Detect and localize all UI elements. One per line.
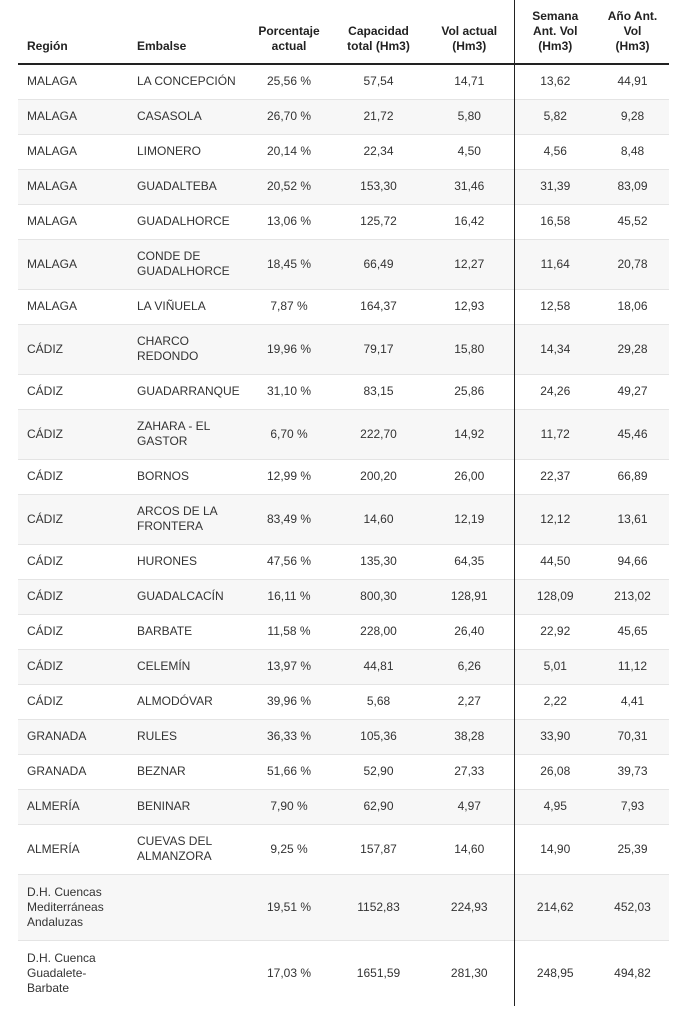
cell-semana-ant: 14,34 — [514, 324, 596, 374]
reservoir-table-container — [18, 0, 669, 1006]
cell-semana-ant: 128,09 — [514, 579, 596, 614]
cell-semana-ant: 5,82 — [514, 99, 596, 134]
cell-region: ALMERÍA — [18, 789, 128, 824]
reservoir-table — [18, 0, 669, 1006]
cell-ano-ant: 8,48 — [596, 134, 669, 169]
cell-embalse: CUEVAS DEL ALMANZORA — [128, 824, 246, 874]
cell-ano-ant: 49,27 — [596, 374, 669, 409]
cell-porcentaje: 7,87 % — [246, 289, 332, 324]
cell-vol-actual: 12,19 — [425, 494, 514, 544]
cell-semana-ant: 22,92 — [514, 614, 596, 649]
cell-ano-ant: 45,46 — [596, 409, 669, 459]
cell-porcentaje: 39,96 % — [246, 684, 332, 719]
table-row — [18, 789, 669, 824]
cell-ano-ant: 94,66 — [596, 544, 669, 579]
table-header — [18, 0, 669, 64]
cell-vol-actual: 5,80 — [425, 99, 514, 134]
cell-semana-ant: 12,58 — [514, 289, 596, 324]
cell-ano-ant: 452,03 — [596, 874, 669, 940]
cell-capacidad: 228,00 — [332, 614, 425, 649]
header-vol-actual[interactable]: Vol actual (Hm3) — [425, 0, 514, 64]
cell-semana-ant: 11,72 — [514, 409, 596, 459]
cell-vol-actual: 2,27 — [425, 684, 514, 719]
table-row — [18, 409, 669, 459]
header-region[interactable]: Región — [18, 0, 128, 64]
cell-vol-actual: 38,28 — [425, 719, 514, 754]
cell-region: MALAGA — [18, 64, 128, 99]
table-row — [18, 289, 669, 324]
cell-ano-ant: 7,93 — [596, 789, 669, 824]
cell-embalse: ZAHARA - EL GASTOR — [128, 409, 246, 459]
cell-embalse — [128, 874, 246, 940]
cell-vol-actual: 64,35 — [425, 544, 514, 579]
cell-region: D.H. Cuenca Guadalete-Barbate — [18, 940, 128, 1006]
cell-vol-actual: 25,86 — [425, 374, 514, 409]
cell-embalse: LIMONERO — [128, 134, 246, 169]
cell-capacidad: 22,34 — [332, 134, 425, 169]
cell-capacidad: 153,30 — [332, 169, 425, 204]
cell-embalse: BARBATE — [128, 614, 246, 649]
cell-porcentaje: 18,45 % — [246, 239, 332, 289]
cell-capacidad: 21,72 — [332, 99, 425, 134]
cell-region: GRANADA — [18, 719, 128, 754]
cell-embalse: GUADALTEBA — [128, 169, 246, 204]
cell-vol-actual: 14,60 — [425, 824, 514, 874]
cell-region: CÁDIZ — [18, 579, 128, 614]
cell-capacidad: 5,68 — [332, 684, 425, 719]
cell-capacidad: 79,17 — [332, 324, 425, 374]
cell-embalse: HURONES — [128, 544, 246, 579]
cell-semana-ant: 31,39 — [514, 169, 596, 204]
cell-embalse — [128, 940, 246, 1006]
cell-region: CÁDIZ — [18, 374, 128, 409]
cell-ano-ant: 45,52 — [596, 204, 669, 239]
cell-embalse: BORNOS — [128, 459, 246, 494]
cell-capacidad: 125,72 — [332, 204, 425, 239]
table-row — [18, 824, 669, 874]
table-body — [18, 64, 669, 1006]
cell-region: CÁDIZ — [18, 614, 128, 649]
cell-vol-actual: 31,46 — [425, 169, 514, 204]
cell-semana-ant: 248,95 — [514, 940, 596, 1006]
cell-region: CÁDIZ — [18, 324, 128, 374]
cell-embalse: LA CONCEPCIÓN — [128, 64, 246, 99]
cell-vol-actual: 224,93 — [425, 874, 514, 940]
cell-ano-ant: 83,09 — [596, 169, 669, 204]
cell-porcentaje: 7,90 % — [246, 789, 332, 824]
cell-ano-ant: 18,06 — [596, 289, 669, 324]
cell-capacidad: 222,70 — [332, 409, 425, 459]
cell-porcentaje: 51,66 % — [246, 754, 332, 789]
table-row — [18, 544, 669, 579]
cell-porcentaje: 19,51 % — [246, 874, 332, 940]
header-porcentaje[interactable]: Porcentaje actual — [246, 0, 332, 64]
cell-region: MALAGA — [18, 134, 128, 169]
cell-ano-ant: 494,82 — [596, 940, 669, 1006]
header-row — [18, 0, 669, 64]
cell-vol-actual: 12,27 — [425, 239, 514, 289]
cell-porcentaje: 26,70 % — [246, 99, 332, 134]
cell-capacidad: 1651,59 — [332, 940, 425, 1006]
cell-vol-actual: 26,40 — [425, 614, 514, 649]
cell-porcentaje: 13,97 % — [246, 649, 332, 684]
cell-embalse: BENINAR — [128, 789, 246, 824]
table-row — [18, 169, 669, 204]
cell-region: CÁDIZ — [18, 459, 128, 494]
table-row — [18, 494, 669, 544]
table-row — [18, 874, 669, 940]
cell-region: CÁDIZ — [18, 409, 128, 459]
cell-ano-ant: 4,41 — [596, 684, 669, 719]
cell-region: MALAGA — [18, 99, 128, 134]
cell-embalse: CELEMÍN — [128, 649, 246, 684]
cell-vol-actual: 4,97 — [425, 789, 514, 824]
table-row — [18, 204, 669, 239]
cell-semana-ant: 26,08 — [514, 754, 596, 789]
cell-porcentaje: 47,56 % — [246, 544, 332, 579]
cell-ano-ant: 39,73 — [596, 754, 669, 789]
cell-vol-actual: 281,30 — [425, 940, 514, 1006]
cell-ano-ant: 9,28 — [596, 99, 669, 134]
cell-capacidad: 57,54 — [332, 64, 425, 99]
cell-embalse: BEZNAR — [128, 754, 246, 789]
cell-semana-ant: 5,01 — [514, 649, 596, 684]
cell-porcentaje: 36,33 % — [246, 719, 332, 754]
cell-ano-ant: 25,39 — [596, 824, 669, 874]
cell-semana-ant: 11,64 — [514, 239, 596, 289]
header-capacidad[interactable]: Capacidad total (Hm3) — [332, 0, 425, 64]
table-row — [18, 719, 669, 754]
cell-region: MALAGA — [18, 239, 128, 289]
table-row — [18, 754, 669, 789]
header-ano-ant[interactable]: Año Ant. Vol (Hm3) — [596, 0, 669, 64]
cell-embalse: ARCOS DE LA FRONTERA — [128, 494, 246, 544]
table-row — [18, 239, 669, 289]
cell-capacidad: 164,37 — [332, 289, 425, 324]
cell-embalse: CASASOLA — [128, 99, 246, 134]
cell-vol-actual: 16,42 — [425, 204, 514, 239]
cell-region: D.H. Cuencas Mediterráneas Andaluzas — [18, 874, 128, 940]
cell-capacidad: 200,20 — [332, 459, 425, 494]
cell-embalse: GUADALCACÍN — [128, 579, 246, 614]
cell-region: CÁDIZ — [18, 544, 128, 579]
cell-vol-actual: 4,50 — [425, 134, 514, 169]
cell-semana-ant: 214,62 — [514, 874, 596, 940]
cell-vol-actual: 6,26 — [425, 649, 514, 684]
cell-capacidad: 14,60 — [332, 494, 425, 544]
cell-capacidad: 52,90 — [332, 754, 425, 789]
cell-porcentaje: 19,96 % — [246, 324, 332, 374]
cell-semana-ant: 22,37 — [514, 459, 596, 494]
cell-ano-ant: 20,78 — [596, 239, 669, 289]
cell-vol-actual: 26,00 — [425, 459, 514, 494]
table-row — [18, 374, 669, 409]
cell-porcentaje: 31,10 % — [246, 374, 332, 409]
cell-embalse: CHARCO REDONDO — [128, 324, 246, 374]
cell-capacidad: 157,87 — [332, 824, 425, 874]
cell-porcentaje: 17,03 % — [246, 940, 332, 1006]
cell-vol-actual: 128,91 — [425, 579, 514, 614]
cell-porcentaje: 9,25 % — [246, 824, 332, 874]
table-row — [18, 684, 669, 719]
cell-region: MALAGA — [18, 169, 128, 204]
cell-ano-ant: 44,91 — [596, 64, 669, 99]
cell-ano-ant: 66,89 — [596, 459, 669, 494]
cell-embalse: RULES — [128, 719, 246, 754]
cell-capacidad: 1152,83 — [332, 874, 425, 940]
table-row — [18, 579, 669, 614]
cell-porcentaje: 12,99 % — [246, 459, 332, 494]
cell-semana-ant: 2,22 — [514, 684, 596, 719]
cell-region: MALAGA — [18, 204, 128, 239]
cell-porcentaje: 20,52 % — [246, 169, 332, 204]
cell-embalse: GUADARRANQUE — [128, 374, 246, 409]
header-semana-ant[interactable]: Semana Ant. Vol (Hm3) — [514, 0, 596, 64]
cell-ano-ant: 70,31 — [596, 719, 669, 754]
table-row — [18, 134, 669, 169]
cell-semana-ant: 33,90 — [514, 719, 596, 754]
cell-embalse: CONDE DE GUADALHORCE — [128, 239, 246, 289]
cell-vol-actual: 14,92 — [425, 409, 514, 459]
table-row — [18, 64, 669, 99]
cell-vol-actual: 14,71 — [425, 64, 514, 99]
cell-ano-ant: 13,61 — [596, 494, 669, 544]
cell-vol-actual: 15,80 — [425, 324, 514, 374]
cell-porcentaje: 16,11 % — [246, 579, 332, 614]
cell-capacidad: 44,81 — [332, 649, 425, 684]
cell-embalse: LA VIÑUELA — [128, 289, 246, 324]
table-row — [18, 459, 669, 494]
cell-ano-ant: 11,12 — [596, 649, 669, 684]
cell-region: CÁDIZ — [18, 649, 128, 684]
cell-region: CÁDIZ — [18, 494, 128, 544]
cell-region: ALMERÍA — [18, 824, 128, 874]
cell-semana-ant: 14,90 — [514, 824, 596, 874]
table-row — [18, 940, 669, 1006]
cell-semana-ant: 4,95 — [514, 789, 596, 824]
cell-porcentaje: 83,49 % — [246, 494, 332, 544]
cell-porcentaje: 11,58 % — [246, 614, 332, 649]
table-row — [18, 649, 669, 684]
cell-semana-ant: 13,62 — [514, 64, 596, 99]
cell-vol-actual: 12,93 — [425, 289, 514, 324]
cell-region: CÁDIZ — [18, 684, 128, 719]
cell-semana-ant: 12,12 — [514, 494, 596, 544]
cell-semana-ant: 44,50 — [514, 544, 596, 579]
table-row — [18, 324, 669, 374]
cell-porcentaje: 20,14 % — [246, 134, 332, 169]
cell-semana-ant: 24,26 — [514, 374, 596, 409]
cell-ano-ant: 213,02 — [596, 579, 669, 614]
cell-porcentaje: 13,06 % — [246, 204, 332, 239]
cell-embalse: ALMODÓVAR — [128, 684, 246, 719]
cell-capacidad: 83,15 — [332, 374, 425, 409]
cell-embalse: GUADALHORCE — [128, 204, 246, 239]
header-embalse[interactable]: Embalse — [128, 0, 246, 64]
cell-capacidad: 62,90 — [332, 789, 425, 824]
cell-region: GRANADA — [18, 754, 128, 789]
cell-capacidad: 800,30 — [332, 579, 425, 614]
cell-porcentaje: 6,70 % — [246, 409, 332, 459]
cell-ano-ant: 45,65 — [596, 614, 669, 649]
cell-region: MALAGA — [18, 289, 128, 324]
cell-semana-ant: 16,58 — [514, 204, 596, 239]
cell-capacidad: 105,36 — [332, 719, 425, 754]
cell-capacidad: 66,49 — [332, 239, 425, 289]
table-row — [18, 614, 669, 649]
cell-ano-ant: 29,28 — [596, 324, 669, 374]
cell-capacidad: 135,30 — [332, 544, 425, 579]
table-row — [18, 99, 669, 134]
cell-semana-ant: 4,56 — [514, 134, 596, 169]
cell-vol-actual: 27,33 — [425, 754, 514, 789]
cell-porcentaje: 25,56 % — [246, 64, 332, 99]
